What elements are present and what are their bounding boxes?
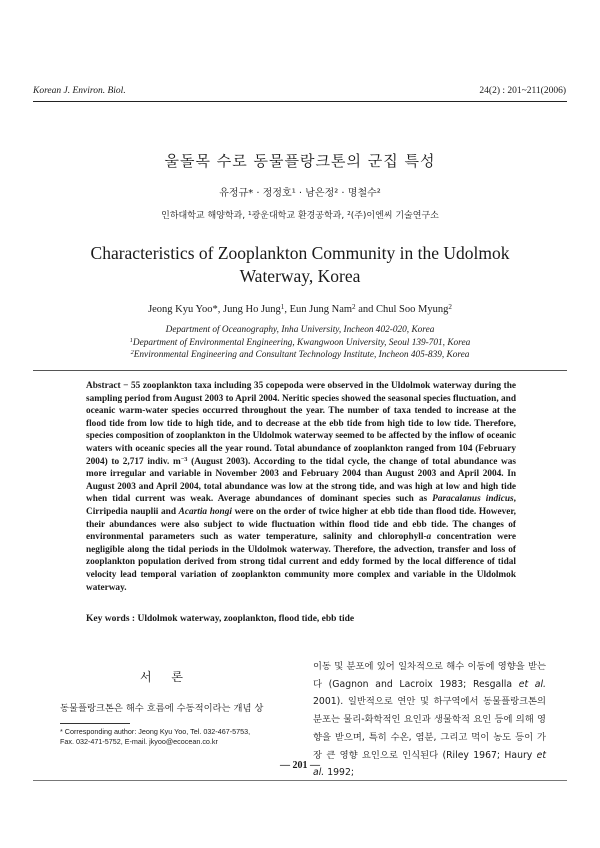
footnote-line2: Fax. 032-471-5752, E-mail. jkyoo@ecocean.co.kr — [60, 737, 218, 746]
author-3-sup: 2 — [352, 302, 356, 311]
author-2-sup: 1 — [280, 302, 285, 311]
affiliation-2 — [0, 337, 600, 350]
korean-authors: 유정규* · 정정호¹ · 남은정² · 명철수² — [219, 188, 381, 199]
intro-right-c: 1992; — [324, 767, 354, 779]
species-acartia: Acartia hongi — [178, 506, 232, 517]
abstract-text-4: were on the order of twice higher at ebb tide than flood tide. However, their abundances were also subject to wide fluctuation within flood tide and ebb tide. The changes of environmental parameters such as water temperature, salinity and chlorophyll- — [86, 506, 516, 543]
abstract-text-5: concentration were negligible along the tidal periods in the Uldolmok waterway. Therefore, the advection, transfer and loss of zooplankton population derived from strong tidal current and eddy formed by the local difference of tidal velocity lead temporal variation of zooplankton community more complex and variable in the Uldolmok waterway. — [86, 532, 516, 593]
footer-divider — [33, 780, 567, 781]
affiliation-1: Department of Oceanography, Inha University, Incheon 402-020, Korea — [165, 325, 435, 335]
affiliation-2-sup: 1 — [129, 336, 133, 344]
footnote-line1: * Corresponding author: Jeong Kyu Yoo, Tel. 032-467-5753, — [60, 727, 251, 736]
english-affiliations — [0, 324, 600, 362]
abstract-paragraph — [86, 380, 516, 594]
affiliation-3-sup: 2 — [130, 349, 134, 357]
english-authors — [0, 304, 600, 315]
volume-pages: 24(2) : 201~211(2006) — [479, 86, 566, 96]
affiliation-2-text: Department of Environmental Engineering, Kwangwoon University, Seoul 139-701, Korea — [132, 337, 471, 348]
page-number: — 201 — — [280, 760, 320, 771]
korean-affiliations: 인하대학교 해양학과, ¹광운대학교 환경공학과, ²(주)이엔씨 기술연구소 — [161, 211, 439, 221]
author-4-sup: 2 — [448, 302, 452, 311]
intro-etal-1: et al. — [518, 678, 547, 690]
intro-left-text: 동물플랑크톤은 해수 흐름에 수동적이라는 개념 상 — [60, 703, 264, 714]
species-paracalanus: Paracalanus indicus — [432, 494, 514, 505]
chlorophyll-a-italic: a — [426, 532, 432, 543]
abstract-text-2: (August 2003). According to the tidal cycle, the change of total abundance was more irregular and variable in November 2003 and February 2004 than August 2003 and April 2004. In August 2003 and April 2004, total abundance was low at the strong tide, and was high at low and high tide when tidal current was weak. Average abundances of dominant species such as — [86, 456, 516, 505]
intro-etal-2: et al. — [313, 749, 546, 779]
intro-right-b: 2001). 일반적으로 연안 및 하구역에서 동물플랑크톤의 분포는 물리-화학적인 요인과 생물학적 요인 등에 의해 영향을 받으며, 특히 수온, 염분, 그리고 먹이 농도 등이 가장 큰 영향 요인으로 인식된다 (Riley 1967; Haury — [313, 696, 546, 761]
korean-title: 울돌목 수로 동물플랑크톤의 군집 특성 — [164, 152, 436, 170]
author-1-2: Jeong Kyu Yoo*, Jung Ho Jung — [148, 304, 281, 315]
intro-right-a: 이동 및 분포에 있어 일차적으로 해수 이동에 영향을 받는다 (Gagnon and Lacroix 1983; Resgalla — [313, 661, 546, 690]
author-4: and Chul Soo Myung — [355, 304, 449, 315]
introduction-heading: 서 론 — [140, 670, 191, 684]
abstract-unit-sup: −3 — [180, 455, 188, 463]
english-title — [0, 242, 600, 288]
english-title-line1: Characteristics of Zooplankton Community in the Udolmok — [90, 243, 510, 263]
footnote-divider — [60, 723, 130, 724]
affiliation-3 — [0, 349, 600, 362]
abstract-text-1: Abstract − 55 zooplankton taxa including 35 copepoda were observed in the Uldolmok waterway during the sampling period from August 2003 to April 2004. Neritic species showed the seasonal species fluctuation, and oceanic warm-water species occurred throughout the year. The number of taxa tended to increase at the flood tide from low tide to high tide, and to decrease at the ebb tide from high tide to low tide. Therefore, species composition of zooplankton in the Uldolmok waterway seemed to be affected by the inflow of oceanic waters with oceanic species all the year round. Total abundance of zooplankton ranged from 104 (February 2004) to 2,717 indiv. m — [86, 381, 516, 467]
journal-name: Korean J. Environ. Biol. — [33, 86, 126, 96]
affiliation-3-text: Environmental Engineering and Consultant Technology Institute, Incheon 405-839, Korea — [133, 350, 470, 360]
keywords: Key words : Uldolmok waterway, zooplankton, flood tide, ebb tide — [86, 614, 355, 624]
author-3: , Eun Jung Nam — [284, 304, 353, 315]
corresponding-author-footnote — [60, 727, 300, 747]
header-divider — [33, 101, 567, 102]
abstract-divider — [33, 370, 567, 371]
abstract-text-3: , Cirripedia nauplii and — [86, 494, 516, 517]
english-title-line2: Waterway, Korea — [239, 266, 361, 286]
